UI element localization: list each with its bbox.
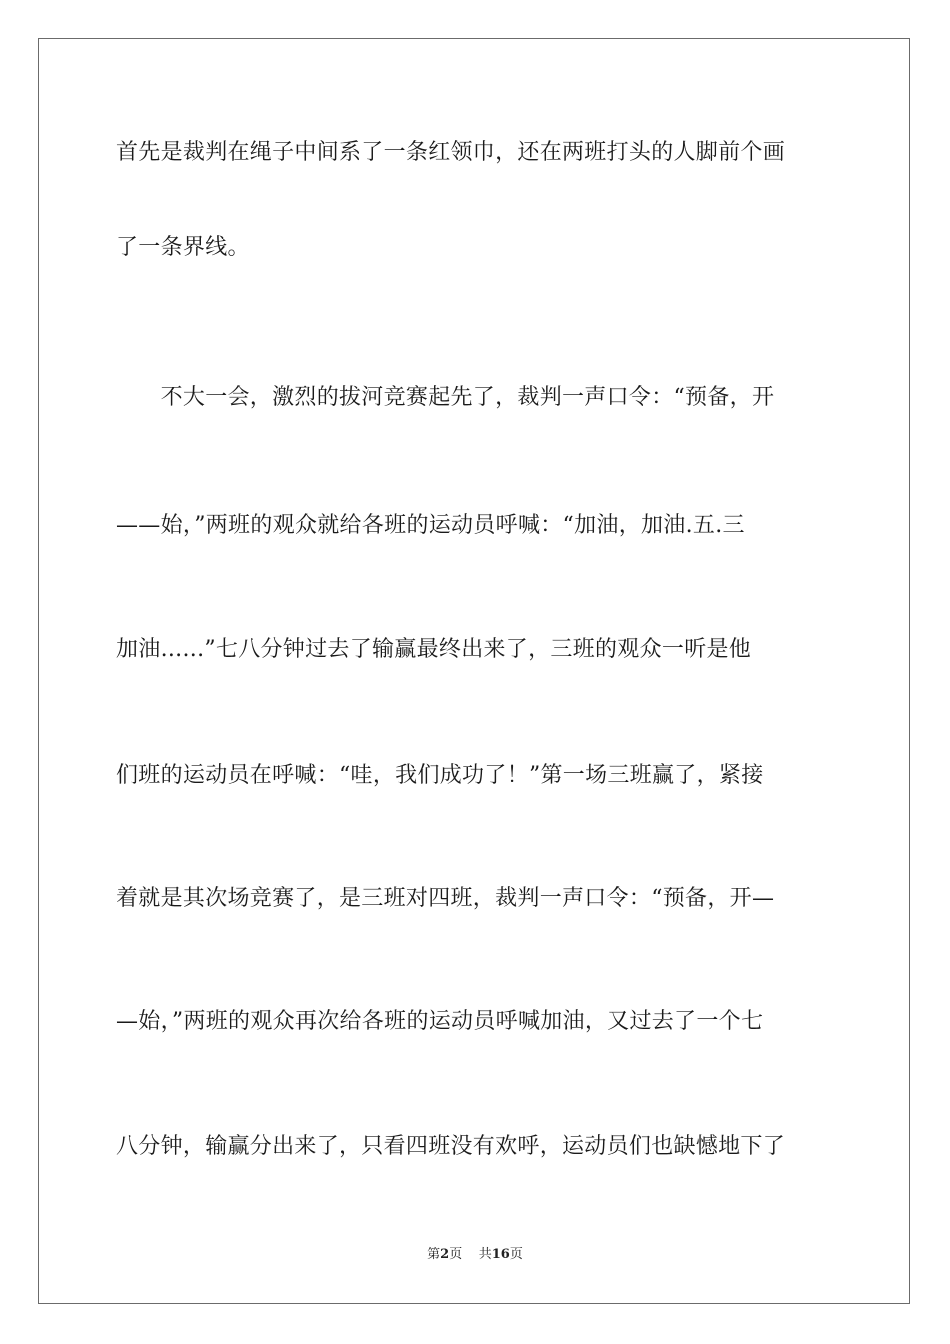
body-text-line-4: ——始，”两班的观众就给各班的运动员呼喊：“加油，加油.五.三 [116,513,745,538]
footer-page-prefix: 第 [427,1247,441,1262]
body-text-line-5: 加油......”七八分钟过去了输赢最终出来了，三班的观众一听是他 [116,637,752,662]
body-text-line-8: —始，”两班的观众再次给各班的运动员呼喊加油，又过去了一个七 [116,1009,764,1034]
body-text-line-1: 首先是裁判在绳子中间系了一条红领巾，还在两班打头的人脚前个画 [116,140,786,165]
body-text-line-6: 们班的运动员在呼喊：“哇，我们成功了！”第一场三班赢了，紧接 [116,763,764,788]
page-footer [0,1246,950,1264]
page-border [38,38,910,1304]
footer-page-number: 2 [440,1247,450,1262]
footer-total-pages: 16 [491,1247,510,1262]
body-text-line-7: 着就是其次场竞赛了，是三班对四班，裁判一声口令：“预备，开— [116,886,775,911]
footer-total-suffix: 页 [509,1247,523,1262]
body-text-line-9: 八分钟，输赢分出来了，只看四班没有欢呼，运动员们也缺憾地下了 [116,1134,786,1159]
footer-total-prefix: 共 [478,1247,492,1262]
body-text-line-2: 了一条界线。 [116,235,250,260]
body-text-line-3: 不大一会，激烈的拔河竞赛起先了，裁判一声口令：“预备，开 [116,385,775,410]
footer-page-suffix: 页 [449,1247,463,1262]
